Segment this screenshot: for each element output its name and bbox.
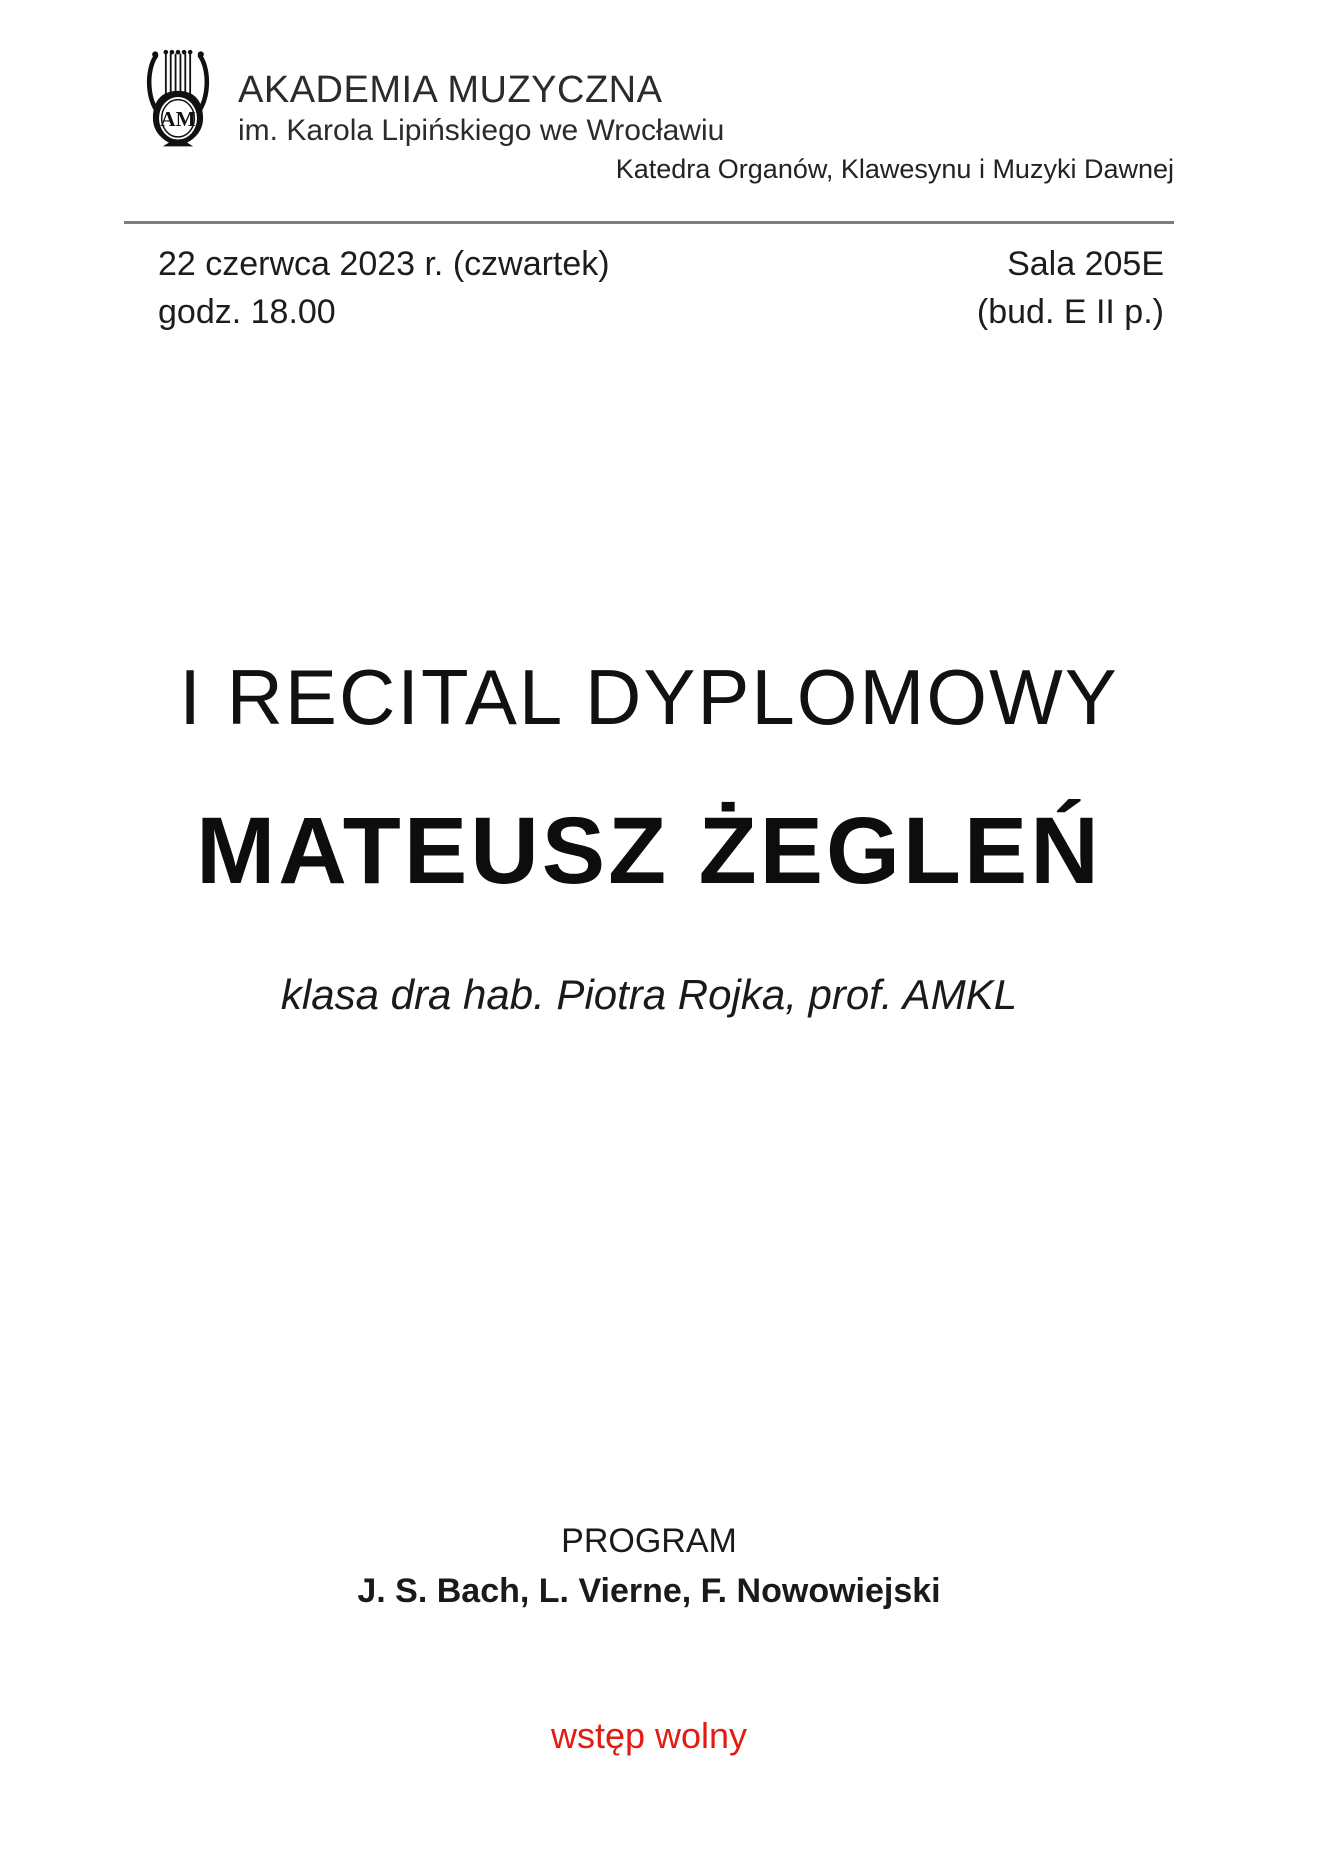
header-divider (124, 221, 1174, 224)
program-section (124, 1519, 1174, 1615)
department-line: Katedra Organów, Klawesynu i Muzyki Dawnej (615, 154, 1174, 185)
event-time: godz. 18.00 (158, 293, 336, 332)
academy-brand (238, 46, 724, 148)
teacher-class-line: klasa dra hab. Piotra Rojka, prof. AMKL (280, 971, 1018, 1019)
lyre-logo-icon (140, 46, 216, 148)
recital-title: I RECITAL DYPLOMOWY (179, 652, 1119, 741)
event-date: 22 czerwca 2023 r. (czwartek) (158, 245, 610, 284)
performer-name: MATEUSZ ŻEGLEŃ (196, 797, 1102, 904)
academy-name: AKADEMIA MUZYCZNA (238, 69, 663, 111)
logo-monogram: AM (160, 106, 196, 131)
program-composers: J. S. Bach, L. Vierne, F. Nowowiejski (357, 1571, 941, 1610)
event-building: (bud. E II p.) (976, 293, 1164, 332)
program-heading: PROGRAM (561, 1522, 737, 1561)
event-info-row-1 (158, 240, 1164, 288)
event-info-row-2 (158, 288, 1164, 336)
academy-subtitle: im. Karola Lipińskiego we Wrocławiu (238, 113, 725, 147)
free-admission-note: wstęp wolny (550, 1714, 748, 1756)
event-room: Sala 205E (1007, 245, 1164, 284)
academy-header (140, 46, 1174, 148)
event-info (124, 240, 1174, 337)
